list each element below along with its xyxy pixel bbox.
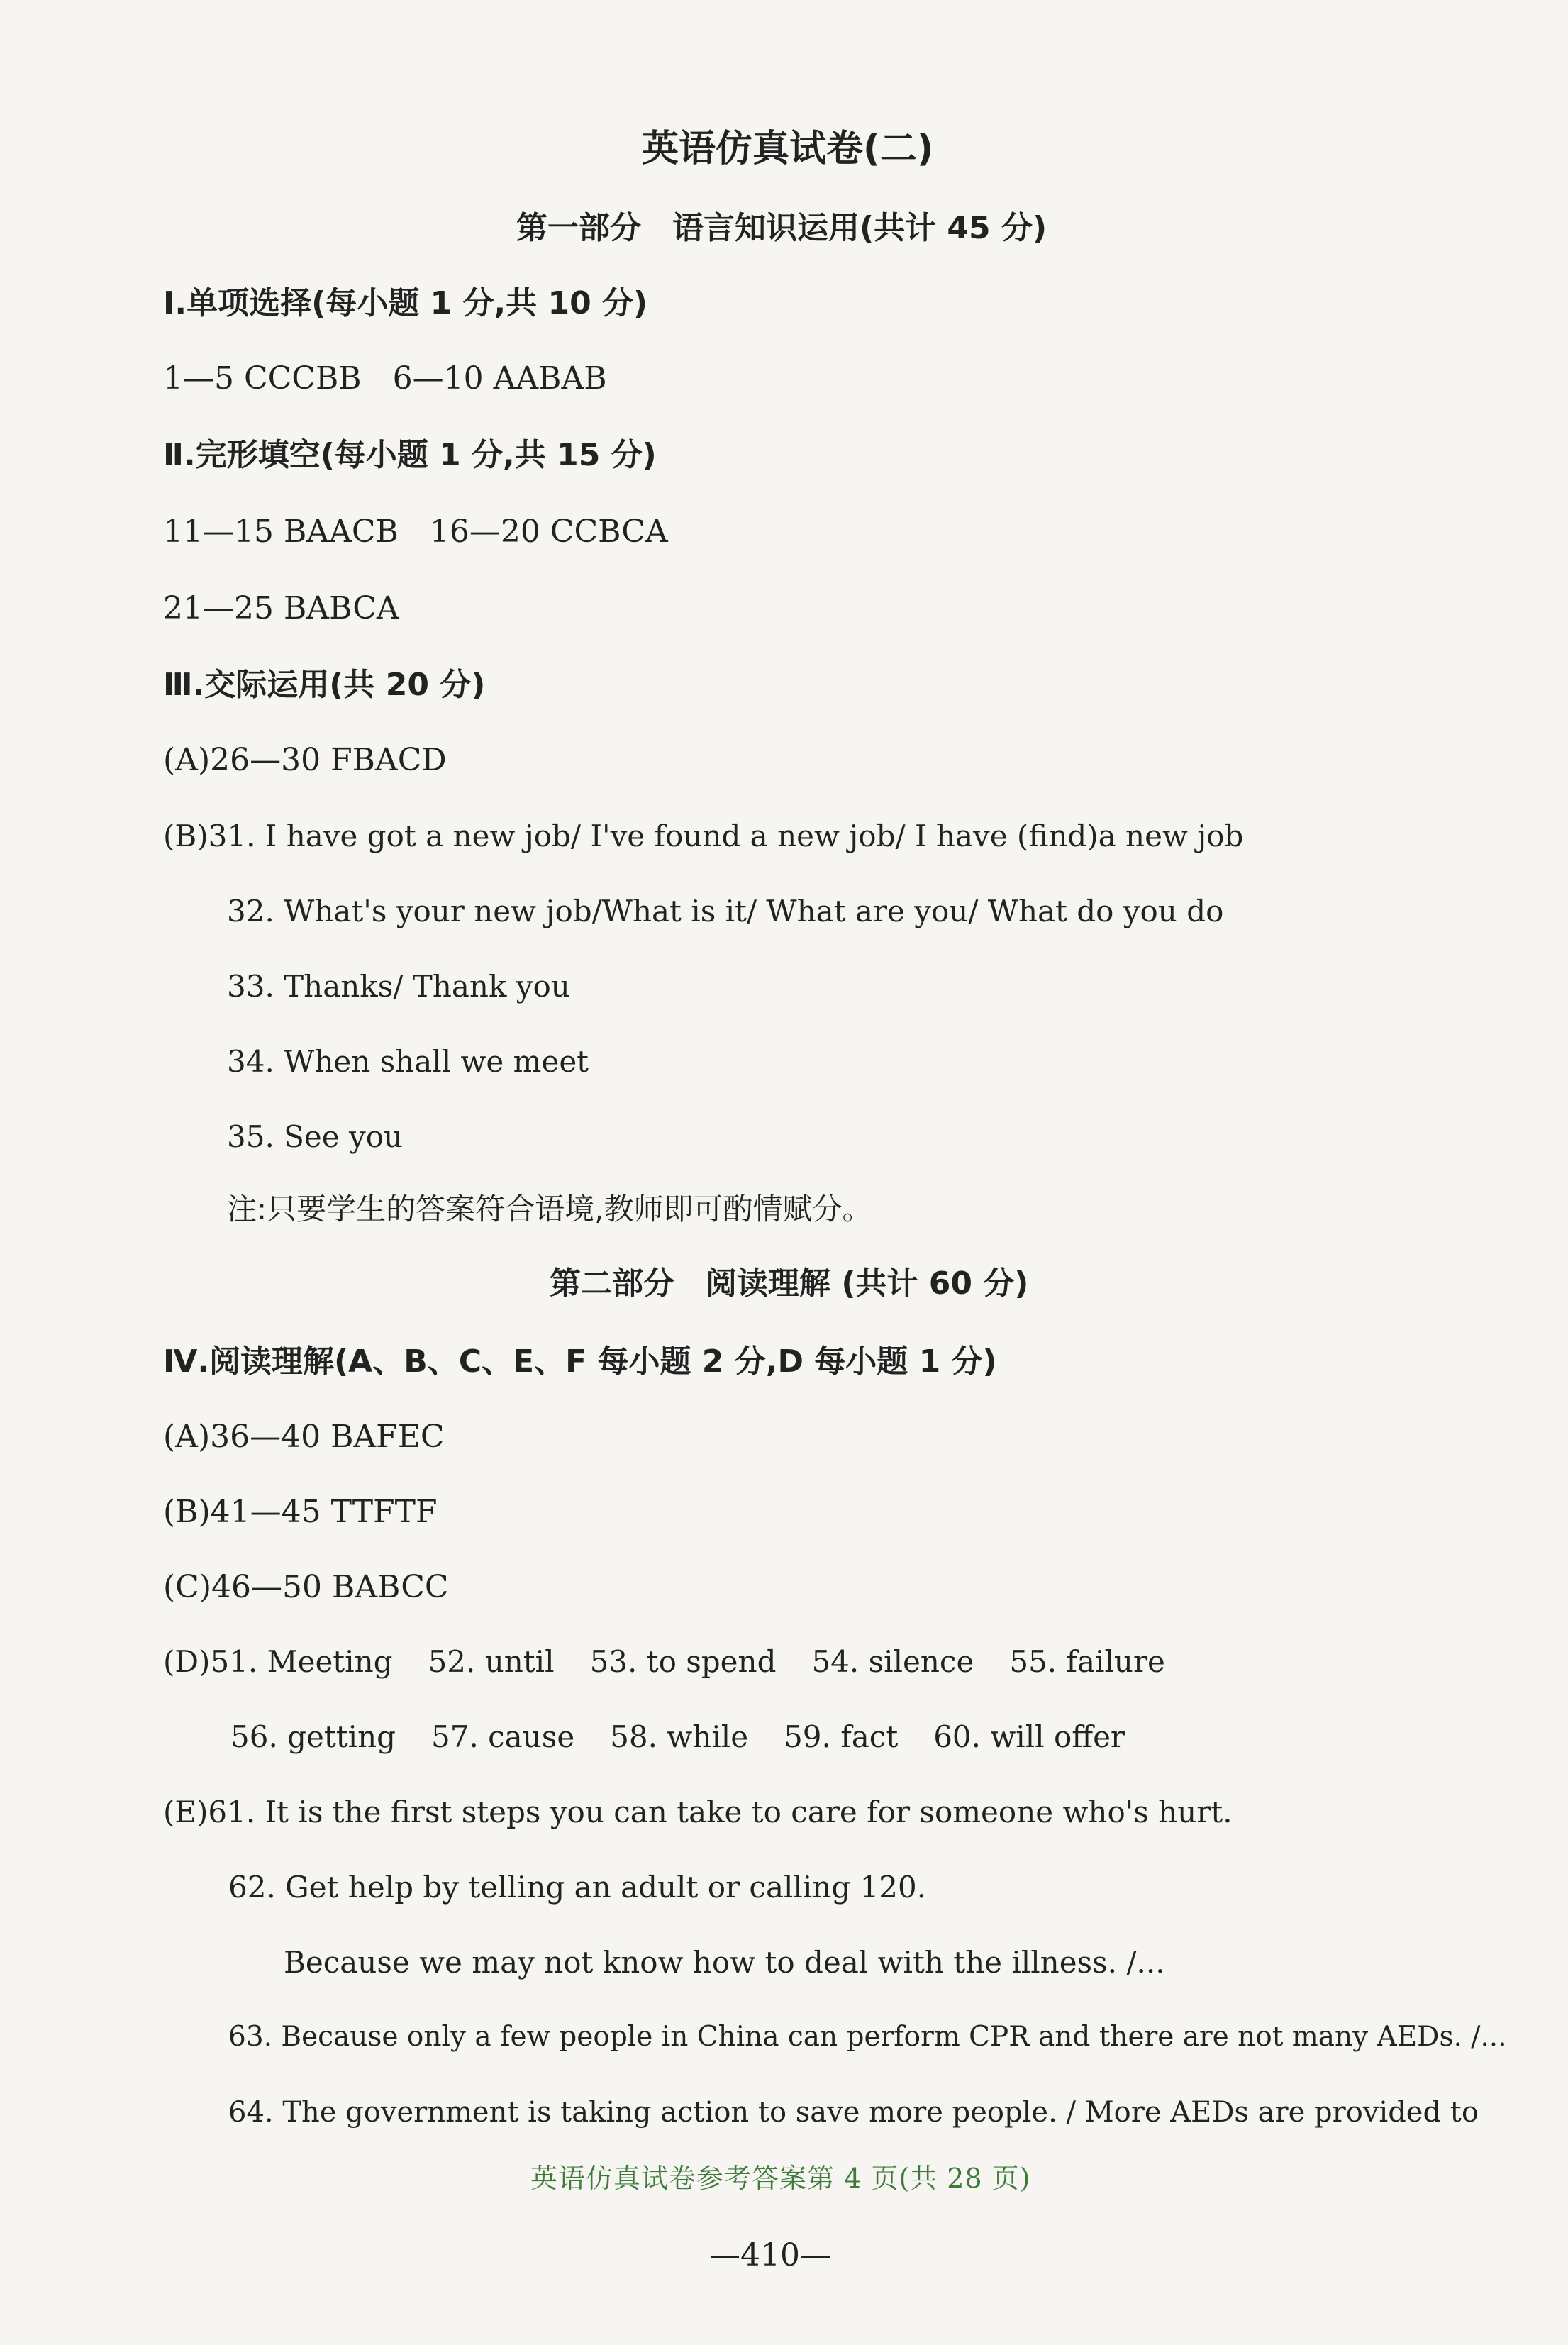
answer-52: 52. until — [428, 1644, 555, 1679]
answer-line-31: (B)31. I have got a new job/ I've found a new job/ I have (find)a new job — [163, 819, 1244, 853]
answer-line-62: 62. Get help by telling an adult or calling 120. — [228, 1870, 927, 1905]
section-1-heading: Ⅰ.单项选择(每小题 1 分,共 10 分) — [163, 285, 648, 321]
answer-line-34: 34. When shall we meet — [227, 1044, 589, 1079]
section-2-heading: Ⅱ.完形填空(每小题 1 分,共 15 分) — [163, 437, 657, 473]
answer-line-1-10: 1—5 CCCBB 6—10 AABAB — [163, 360, 607, 397]
page-footer: 英语仿真试卷参考答案第 4 页(共 28 页) — [530, 2163, 1031, 2194]
answer-line-33: 33. Thanks/ Thank you — [227, 969, 570, 1004]
answer-line-35: 35. See you — [227, 1119, 404, 1154]
answer-60: 60. will offer — [933, 1719, 1125, 1754]
answer-56: 56. getting — [230, 1719, 396, 1754]
answer-57: 57. cause — [431, 1719, 575, 1754]
answer-line-46-50: (C)46—50 BABCC — [163, 1569, 449, 1605]
part-one-heading: 第一部分 语言知识运用(共计 45 分) — [516, 210, 1047, 246]
answer-line-64: 64. The government is taking action to save more people. / More AEDs are provided to — [228, 2096, 1479, 2129]
page-title: 英语仿真试卷(二) — [642, 128, 934, 170]
answer-line-62-alt: Because we may not know how to deal with the illness. /... — [284, 1945, 1165, 1980]
answer-51: (D)51. Meeting — [163, 1644, 393, 1679]
part-two-heading: 第二部分 阅读理解 (共计 60 分) — [550, 1265, 1029, 1302]
answer-line-26-30: (A)26—30 FBACD — [163, 742, 447, 778]
answer-line-36-40: (A)36—40 BAFEC — [163, 1419, 445, 1455]
page-number: —410— — [709, 2237, 831, 2273]
answer-58: 58. while — [610, 1719, 749, 1754]
grading-note: 注:只要学生的答案符合语境,教师即可酌情赋分。 — [227, 1192, 872, 1226]
answer-line-41-45: (B)41—45 TTFTF — [163, 1494, 438, 1530]
answer-line-21-25: 21—25 BABCA — [163, 590, 399, 626]
answer-line-51-55 — [163, 1644, 1165, 1679]
answer-54: 54. silence — [811, 1644, 974, 1679]
answer-line-63: 63. Because only a few people in China can perform CPR and there are not many AEDs. /... — [228, 2021, 1507, 2053]
section-4-heading: Ⅳ.阅读理解(A、B、C、E、F 每小题 2 分,D 每小题 1 分) — [163, 1343, 997, 1380]
answer-line-32: 32. What's your new job/What is it/ What are you/ What do you do — [227, 894, 1224, 928]
answer-line-56-60 — [230, 1719, 1125, 1754]
answer-line-11-20: 11—15 BAACB 16—20 CCBCA — [163, 514, 668, 550]
answer-53: 53. to spend — [589, 1644, 777, 1679]
section-3-heading: Ⅲ.交际运用(共 20 分) — [163, 667, 486, 703]
answer-line-61: (E)61. It is the first steps you can take to care for someone who's hurt. — [163, 1795, 1233, 1829]
answer-55: 55. failure — [1009, 1644, 1165, 1679]
answer-59: 59. fact — [784, 1719, 899, 1754]
